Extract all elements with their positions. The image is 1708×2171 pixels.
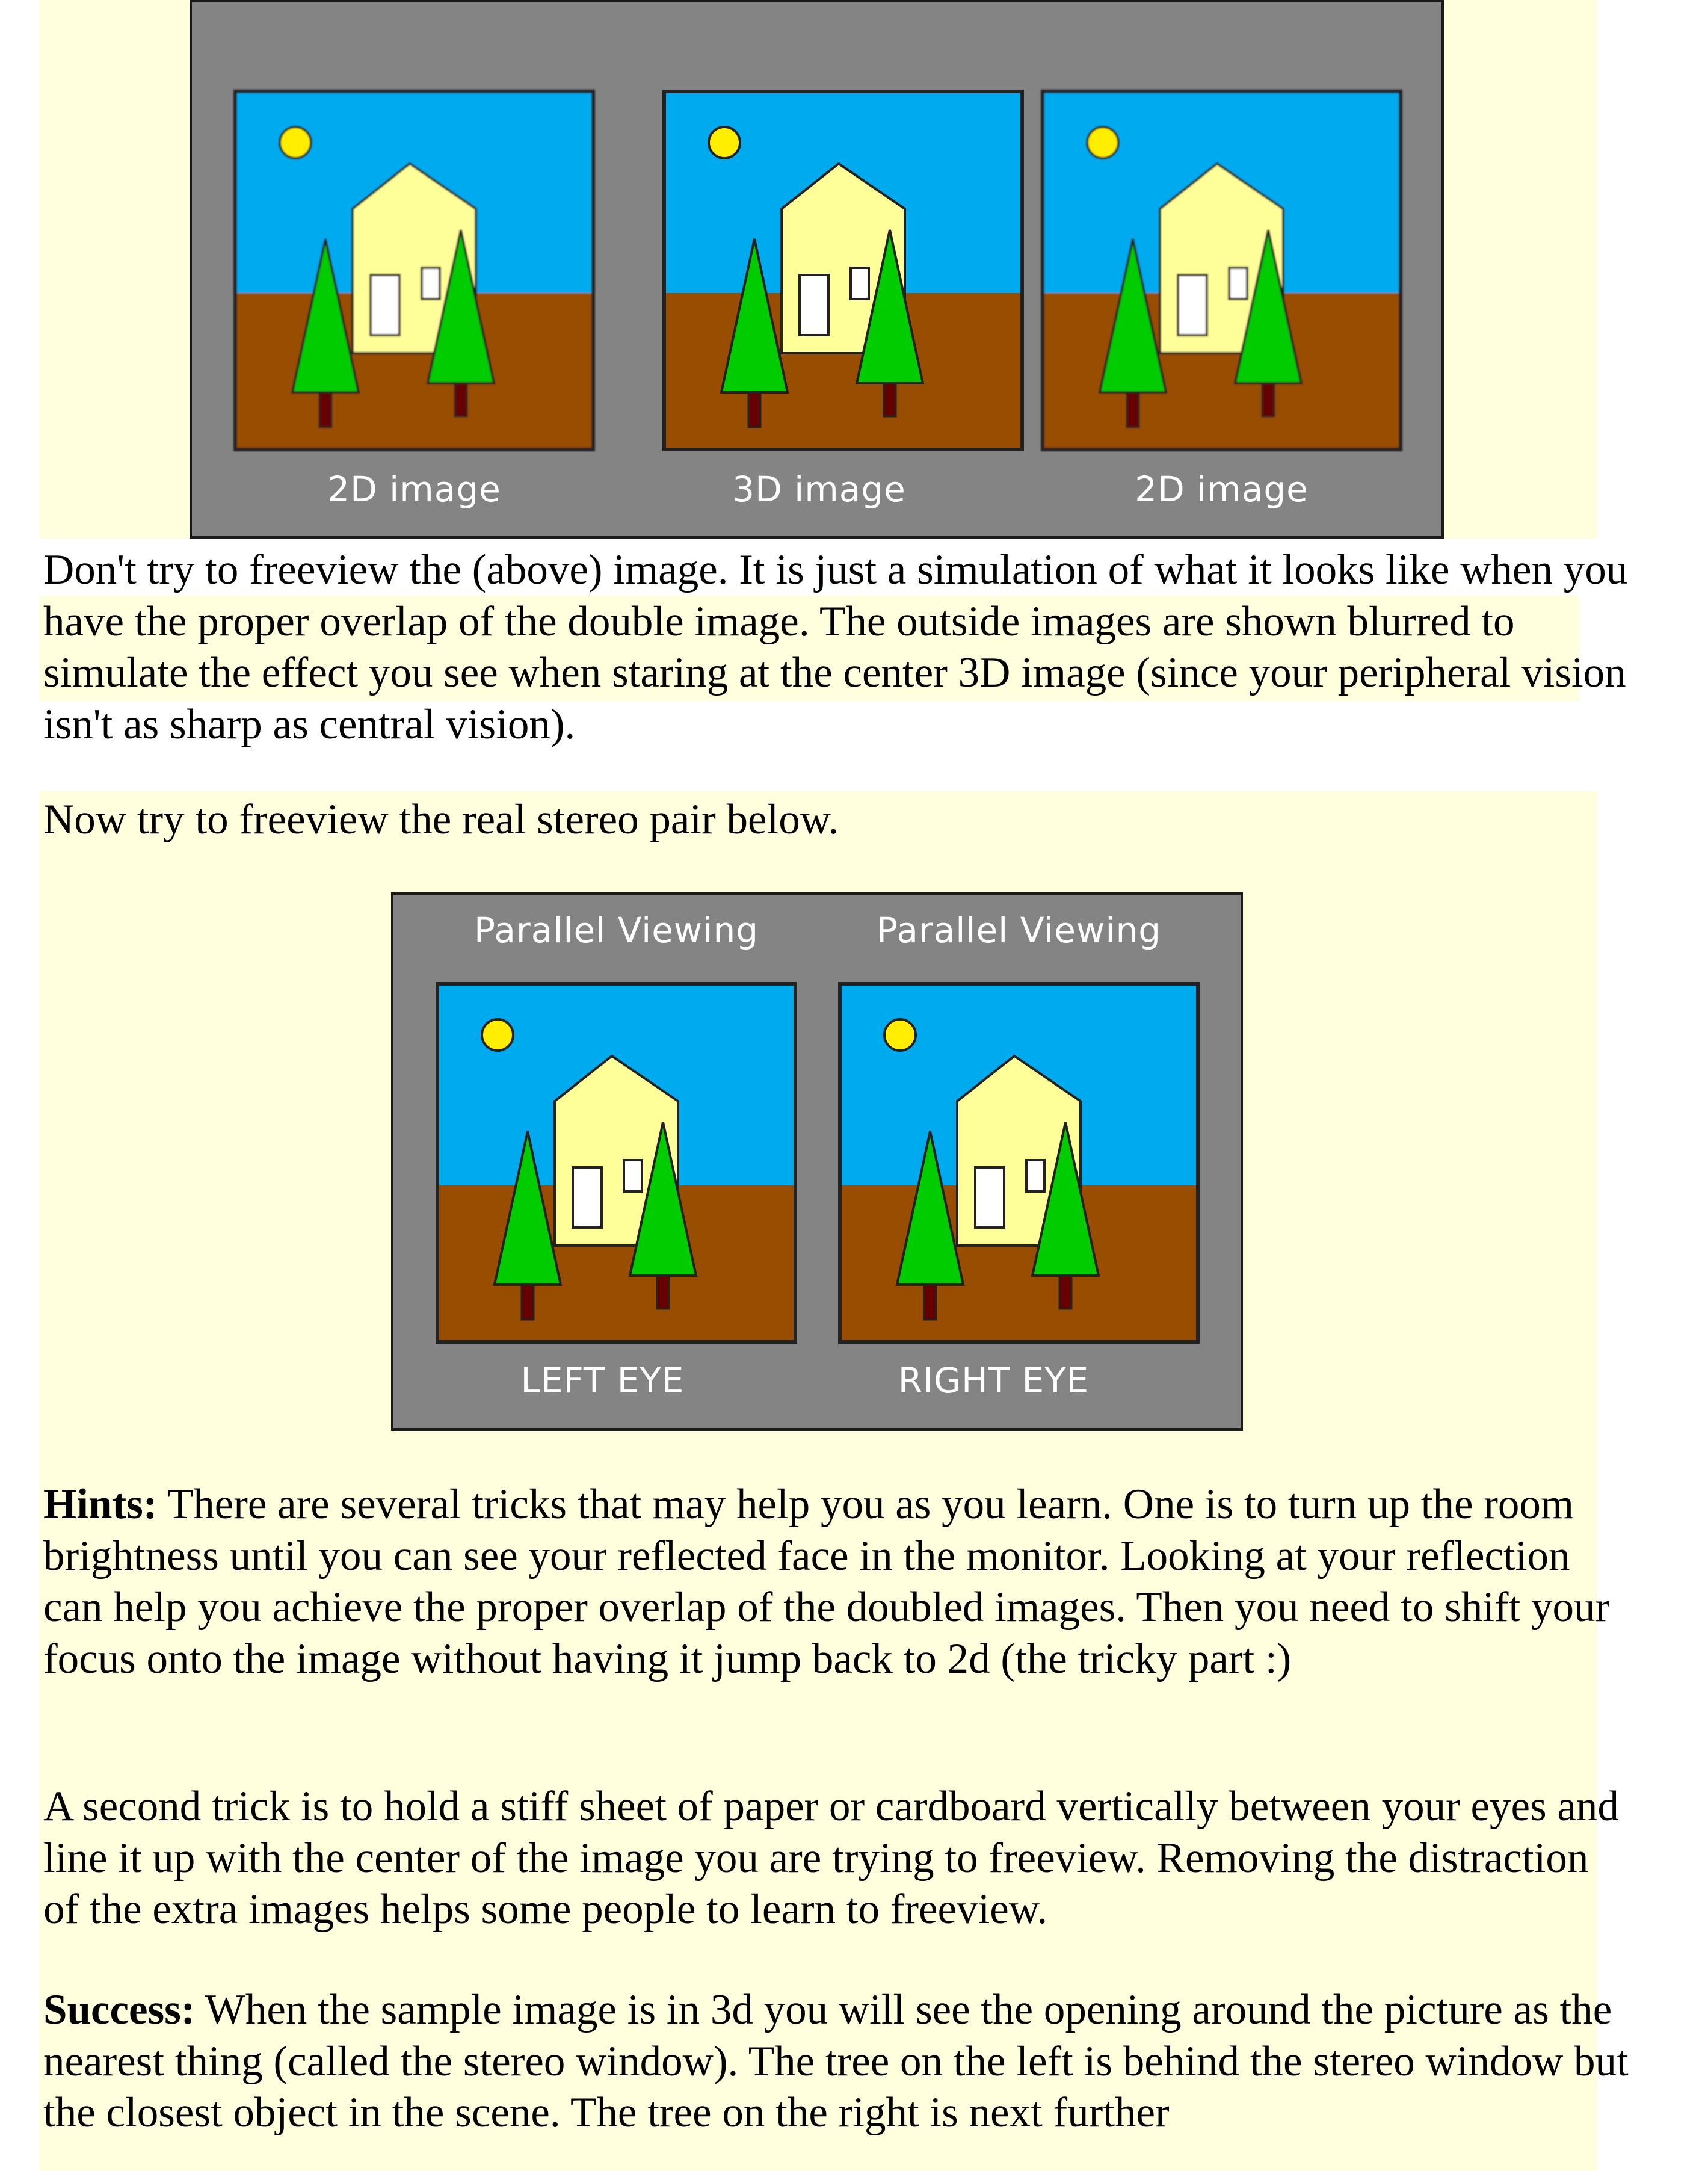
right-eye-label: RIGHT EYE	[898, 1360, 1090, 1401]
hints-paragraph	[43, 1479, 1632, 1685]
success-text: When the sample image is in 3d you will see the opening around the picture as the nearest thing (called the stereo window). The tree on the left is behind the stereo window but the closest object in the scene. The tree on the right is next further	[43, 1986, 1629, 2136]
simulation-figure	[190, 0, 1444, 539]
stereo-pair-figure	[391, 892, 1243, 1431]
left-2d-label: 2D image	[327, 469, 501, 510]
stereo-pair-scenes	[393, 895, 1245, 1433]
left-2d-scene	[235, 91, 593, 449]
left-eye-label: LEFT EYE	[520, 1360, 685, 1401]
success-label: Success:	[43, 1986, 196, 2033]
success-paragraph	[43, 1984, 1632, 2139]
right-2d-scene	[1043, 91, 1401, 449]
center-3d-label: 3D image	[732, 469, 906, 510]
simulation-explanation: Don't try to freeview the (above) image. It is just a simulation of what it looks like when you have the proper overlap of the double image. The outside images are shown blurred to simulate the effect you see when staring at the center 3D image (since your peripheral vision isn't as sharp as central vision).	[43, 546, 1628, 748]
hints-label: Hints:	[43, 1481, 158, 1528]
right-eye-scene	[840, 984, 1198, 1342]
right-parallel-viewing-label: Parallel Viewing	[876, 910, 1162, 951]
center-3d-scene	[664, 91, 1022, 449]
left-eye-scene	[437, 984, 795, 1342]
hints-text: There are several tricks that may help you as you learn. One is to turn up the room brightness until you can see your reflected face in the monitor. Looking at your reflection can help you achieve the proper overlap of the doubled images. Then you need to shift your focus onto the image without having it jump back to 2d (the tricky part :)	[43, 1481, 1610, 1682]
simulation-scenes	[192, 2, 1446, 541]
left-parallel-viewing-label: Parallel Viewing	[473, 910, 759, 951]
freeview-instruction: Now try to freeview the real stereo pair below.	[43, 796, 839, 843]
right-2d-label: 2D image	[1135, 469, 1309, 510]
second-trick-paragraph: A second trick is to hold a stiff sheet of paper or cardboard vertically between your eyes and line it up with the center of the image you are trying to freeview. Removing the distraction of the extra images helps some people to learn to freeview.	[43, 1783, 1619, 1933]
